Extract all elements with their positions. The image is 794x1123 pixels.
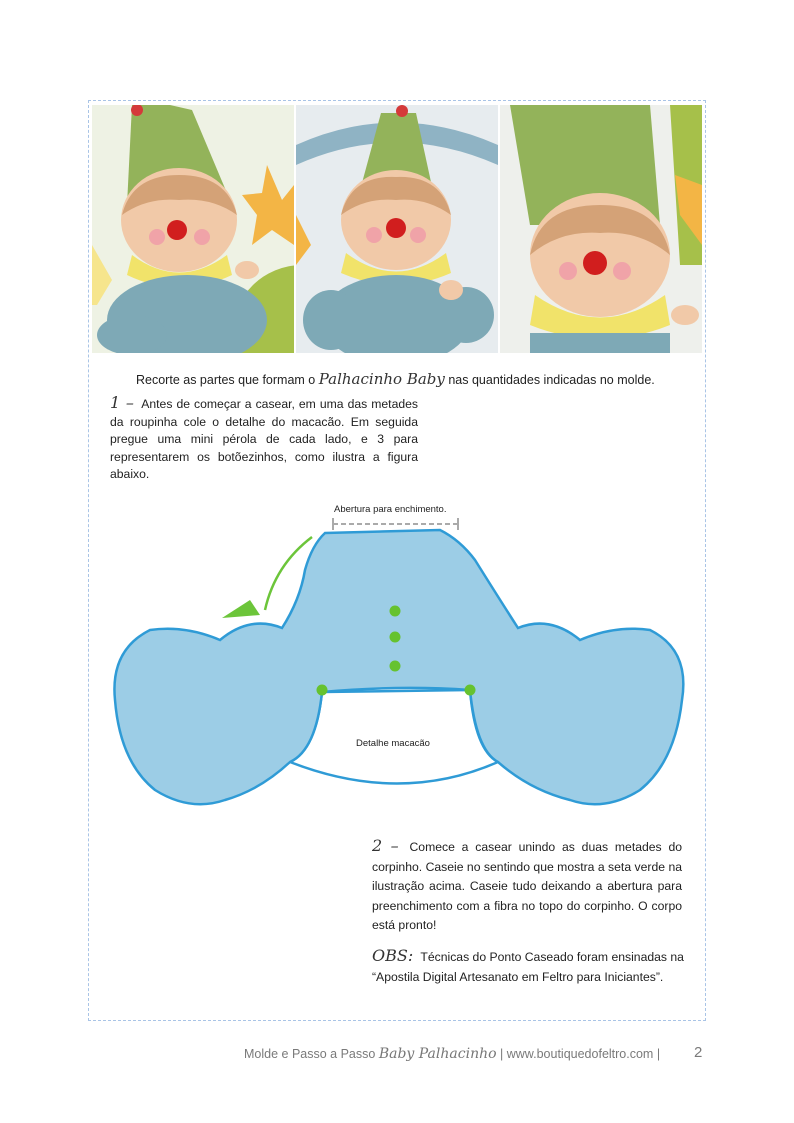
- side-pearl-left: [317, 685, 328, 696]
- photo-clown-center: [296, 105, 498, 353]
- intro-after: nas quantidades indicadas no molde.: [448, 373, 655, 387]
- footer-product-name: Baby Palhacinho: [378, 1046, 497, 1062]
- jumpsuit-diagram: [100, 500, 700, 820]
- step-2-text: Comece a casear unindo as duas metades do corpinho. Caseie no sentindo que mostra a seta verde na ilustração acima. Caseie tudo deixando a abertura para preenchimento com a fibra no topo do corpinho. O corpo está pronto!: [372, 840, 682, 932]
- intro-before: Recorte as partes que formam o: [136, 373, 316, 387]
- photo-strip: [92, 105, 702, 353]
- intro-line: [136, 370, 696, 388]
- detail-label: Detalhe macacão: [356, 738, 430, 749]
- footer: [244, 1046, 660, 1062]
- button-pearl-middle: [390, 632, 401, 643]
- obs-label: OBS:: [372, 946, 414, 965]
- obs-note: [372, 946, 692, 987]
- button-pearl-top: [390, 606, 401, 617]
- intro-product-name: Palhacinho Baby: [318, 370, 445, 388]
- step-2-number: 2 –: [372, 836, 399, 855]
- footer-before: Molde e Passo a Passo: [244, 1047, 376, 1061]
- step-1: [110, 394, 418, 484]
- button-pearl-bottom: [390, 661, 401, 672]
- page-number: 2: [694, 1044, 703, 1061]
- jumpsuit-illustration: [100, 500, 700, 820]
- footer-website: | www.boutiquedofeltro.com |: [500, 1047, 661, 1061]
- sewing-direction-arrowhead: [222, 600, 260, 618]
- step-1-text: Antes de começar a casear, em uma das metades da roupinha cole o detalhe do macacão. Em seguida pregue uma mini pérola de cada lado, e 3 para representarem os botõezinhos, como ilustra a figura abaixo.: [110, 397, 419, 481]
- photo-clown-left: [92, 105, 294, 353]
- step-2: [372, 836, 682, 936]
- photo-clown-right: [500, 105, 702, 353]
- opening-label: Abertura para enchimento.: [334, 504, 447, 515]
- side-pearl-right: [465, 685, 476, 696]
- obs-text: Técnicas do Ponto Caseado foram ensinadas na “Apostila Digital Artesanato em Feltro para Iniciantes”.: [372, 950, 684, 984]
- step-1-number: 1 –: [110, 393, 134, 412]
